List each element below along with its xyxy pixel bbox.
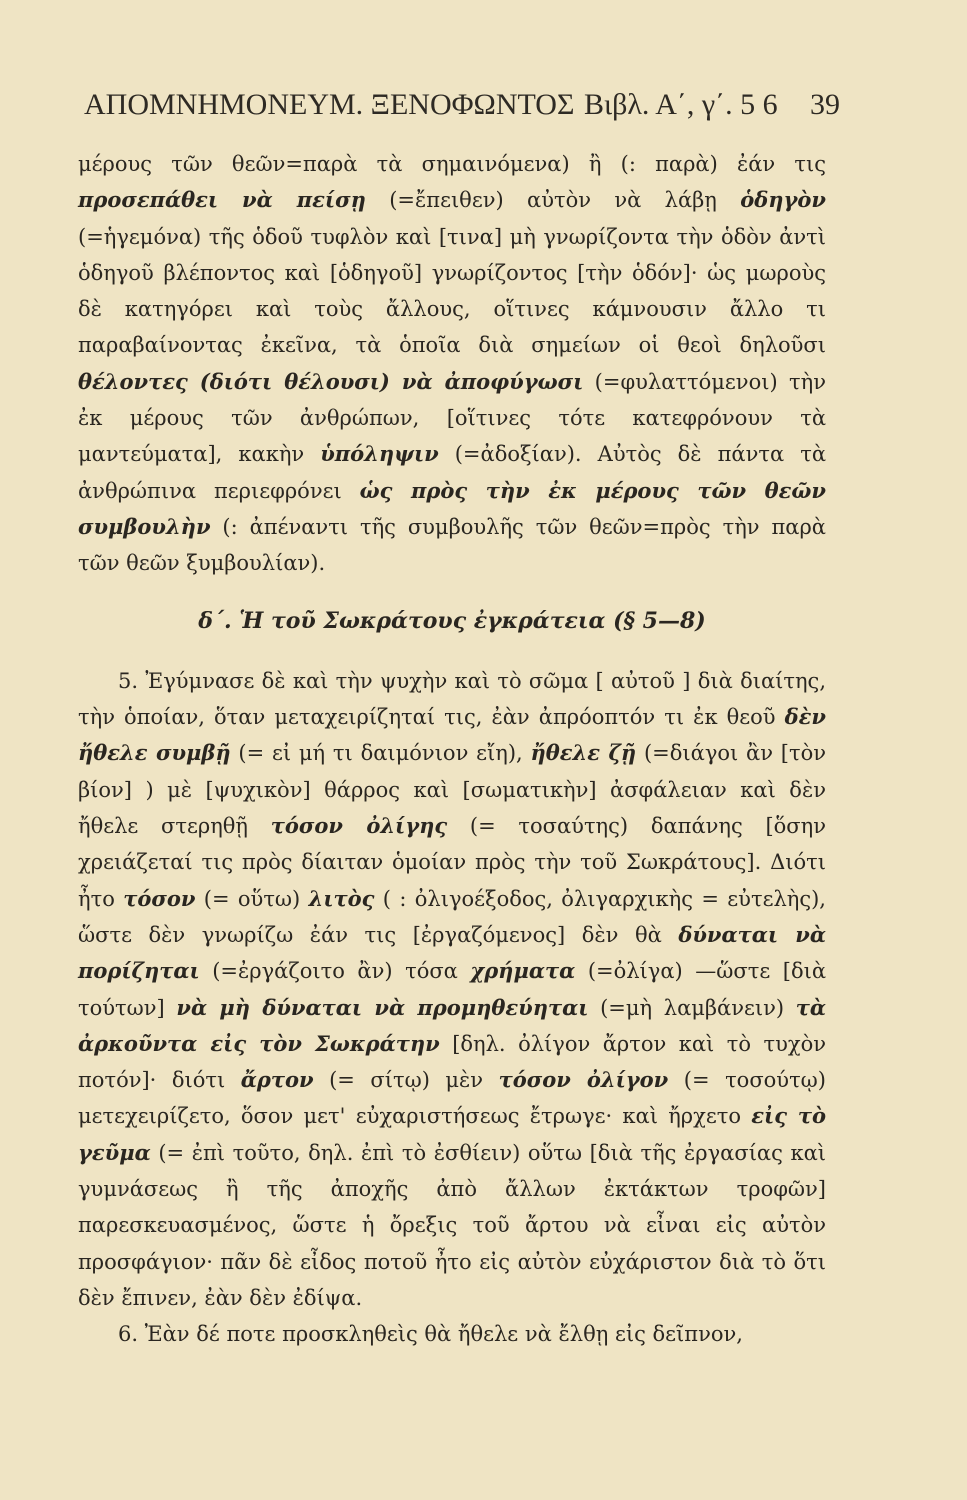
paragraph-5: 5. Ἐγύμνασε δὲ καὶ τὴν ψυχὴν καὶ τὸ σῶμα [ αὐτοῦ ] διὰ διαίτης, τὴν ὁποίαν, ὅταν μεταχειρίζηταί τις, ἐὰν ἀπρόοπτόν τι ἐκ θεοῦ δὲν ἤθελε συμβῇ (= εἰ μή τι δαιμόνιον εἴη), ἤθελε ζῇ (=διάγοι ἂν [τὸν βίον] ) μὲ [ψυχικὸν] θάρρος καὶ [σωματικὴν] ἀσφάλειαν καὶ δὲν ἤθελε στερηθῇ τόσον ὀλίγης (= τοσαύτης) δαπάνης [ὅσην χρειάζεταί τις πρὸς δίαιταν ὁμοίαν πρὸς τὴν τοῦ Σωκράτους]. Διότι ἦτο τόσον (= οὕτω) λιτὸς ( : ὀλιγοέξοδος, ὀλιγαρχικὴς = εὐτελὴς), ὥστε δὲν γνωρίζω ἐάν τις [ἐργαζόμενος] δὲν θὰ δύναται νὰ πορίζηται (=ἐργάζοιτο ἂν) τόσα χρήματα (=ὀλίγα) —ὥστε [διὰ τούτων] νὰ μὴ δύναται νὰ προμηθεύηται (=μὴ λαμβάνειν) τὰ ἀρκοῦντα εἰς τὸν Σωκράτην [δηλ. ὀλίγον ἄρτον καὶ τὸ τυχὸν ποτόν]· διότι ἄρτον (= σίτῳ) μὲν τόσον ὀλίγον (= τοσούτῳ) μετεχειρίζετο, ὅσον μετ' εὐχαριστήσεως ἔτρωγε· καὶ ἤρχετο εἰς τὸ γεῦμα (= ἐπὶ τοῦτο, δηλ. ἐπὶ τὸ ἐσθίειν) οὕτω [διὰ τῆς ἐργασίας καὶ γυμνάσεως ἢ τῆς ἀποχῆς ἀπὸ ἄλλων ἐκτάκτων τροφῶν] παρεσκευασμένος, ὥστε ἡ ὄρεξις τοῦ ἄρτου νὰ εἶναι εἰς αὐτὸν προσφάγιον· πᾶν δὲ εἶδος ποτοῦ ἦτο εἰς αὐτὸν εὐχάριστον διὰ τὸ ὅτι δὲν ἔπινεν, ἐὰν δὲν ἐδίψα.	[78, 668, 827, 1310]
running-header	[84, 88, 840, 128]
paragraph-continuation: μέρους τῶν θεῶν=παρὰ τὰ σημαινόμενα) ἢ (: παρὰ) ἐάν τις προσεπάθει νὰ πείσῃ (=ἔπειθεν) αὐτὸν νὰ λάβῃ ὁδηγὸν (=ἡγεμόνα) τῆς ὁδοῦ τυφλὸν καὶ [τινα] μὴ γνωρίζοντα τὴν ὁδὸν ἀντὶ ὁδηγοῦ βλέποντος καὶ [ὁδηγοῦ] γνωρίζοντος [τὴν ὁδόν]· ὡς μωροὺς δὲ κατηγόρει καὶ τοὺς ἄλλους, οἵτινες κάμνουσιν ἄλλο τι παραβαίνοντας ἐκεῖνα, τὰ ὁποῖα διὰ σημείων οἱ θεοὶ δηλοῦσι θέλοντες (διότι θέλουσι) νὰ ἀποφύγωσι (=φυλαττόμενοι) τὴν ἐκ μέρους τῶν ἀνθρώπων, [οἵτινες τότε κατεφρόνουν τὰ μαντεύματα], κακὴν ὑπόληψιν (=ἀδοξίαν). Αὐτὸς δὲ πάντα τὰ ἀνθρώπινα περιεφρόνει ὡς πρὸς τὴν ἐκ μέρους τῶν θεῶν συμβουλὴν (: ἀπέναντι τῆς συμβουλῆς τῶν θεῶν=πρὸς τὴν παρὰ τῶν θεῶν ξυμβουλίαν).	[78, 152, 827, 576]
running-title: ΑΠΟΜΝΗΜΟΝΕΥΜ. ΞΕΝΟΦΩΝΤΟΣ	[84, 88, 575, 121]
paragraph-6: 6. Ἐὰν δέ ποτε προσκληθεὶς θὰ ἤθελε νὰ ἔλθῃ εἰς δεῖπνον,	[118, 1322, 743, 1347]
section-heading: δ΄. Ἡ τοῦ Σωκράτους ἐγκράτεια (§ 5—8)	[198, 607, 706, 634]
page-body	[78, 146, 826, 1353]
page-number: 39	[810, 88, 840, 121]
book-reference: Βιβλ. Α΄, γ΄. 5 6	[584, 88, 778, 121]
